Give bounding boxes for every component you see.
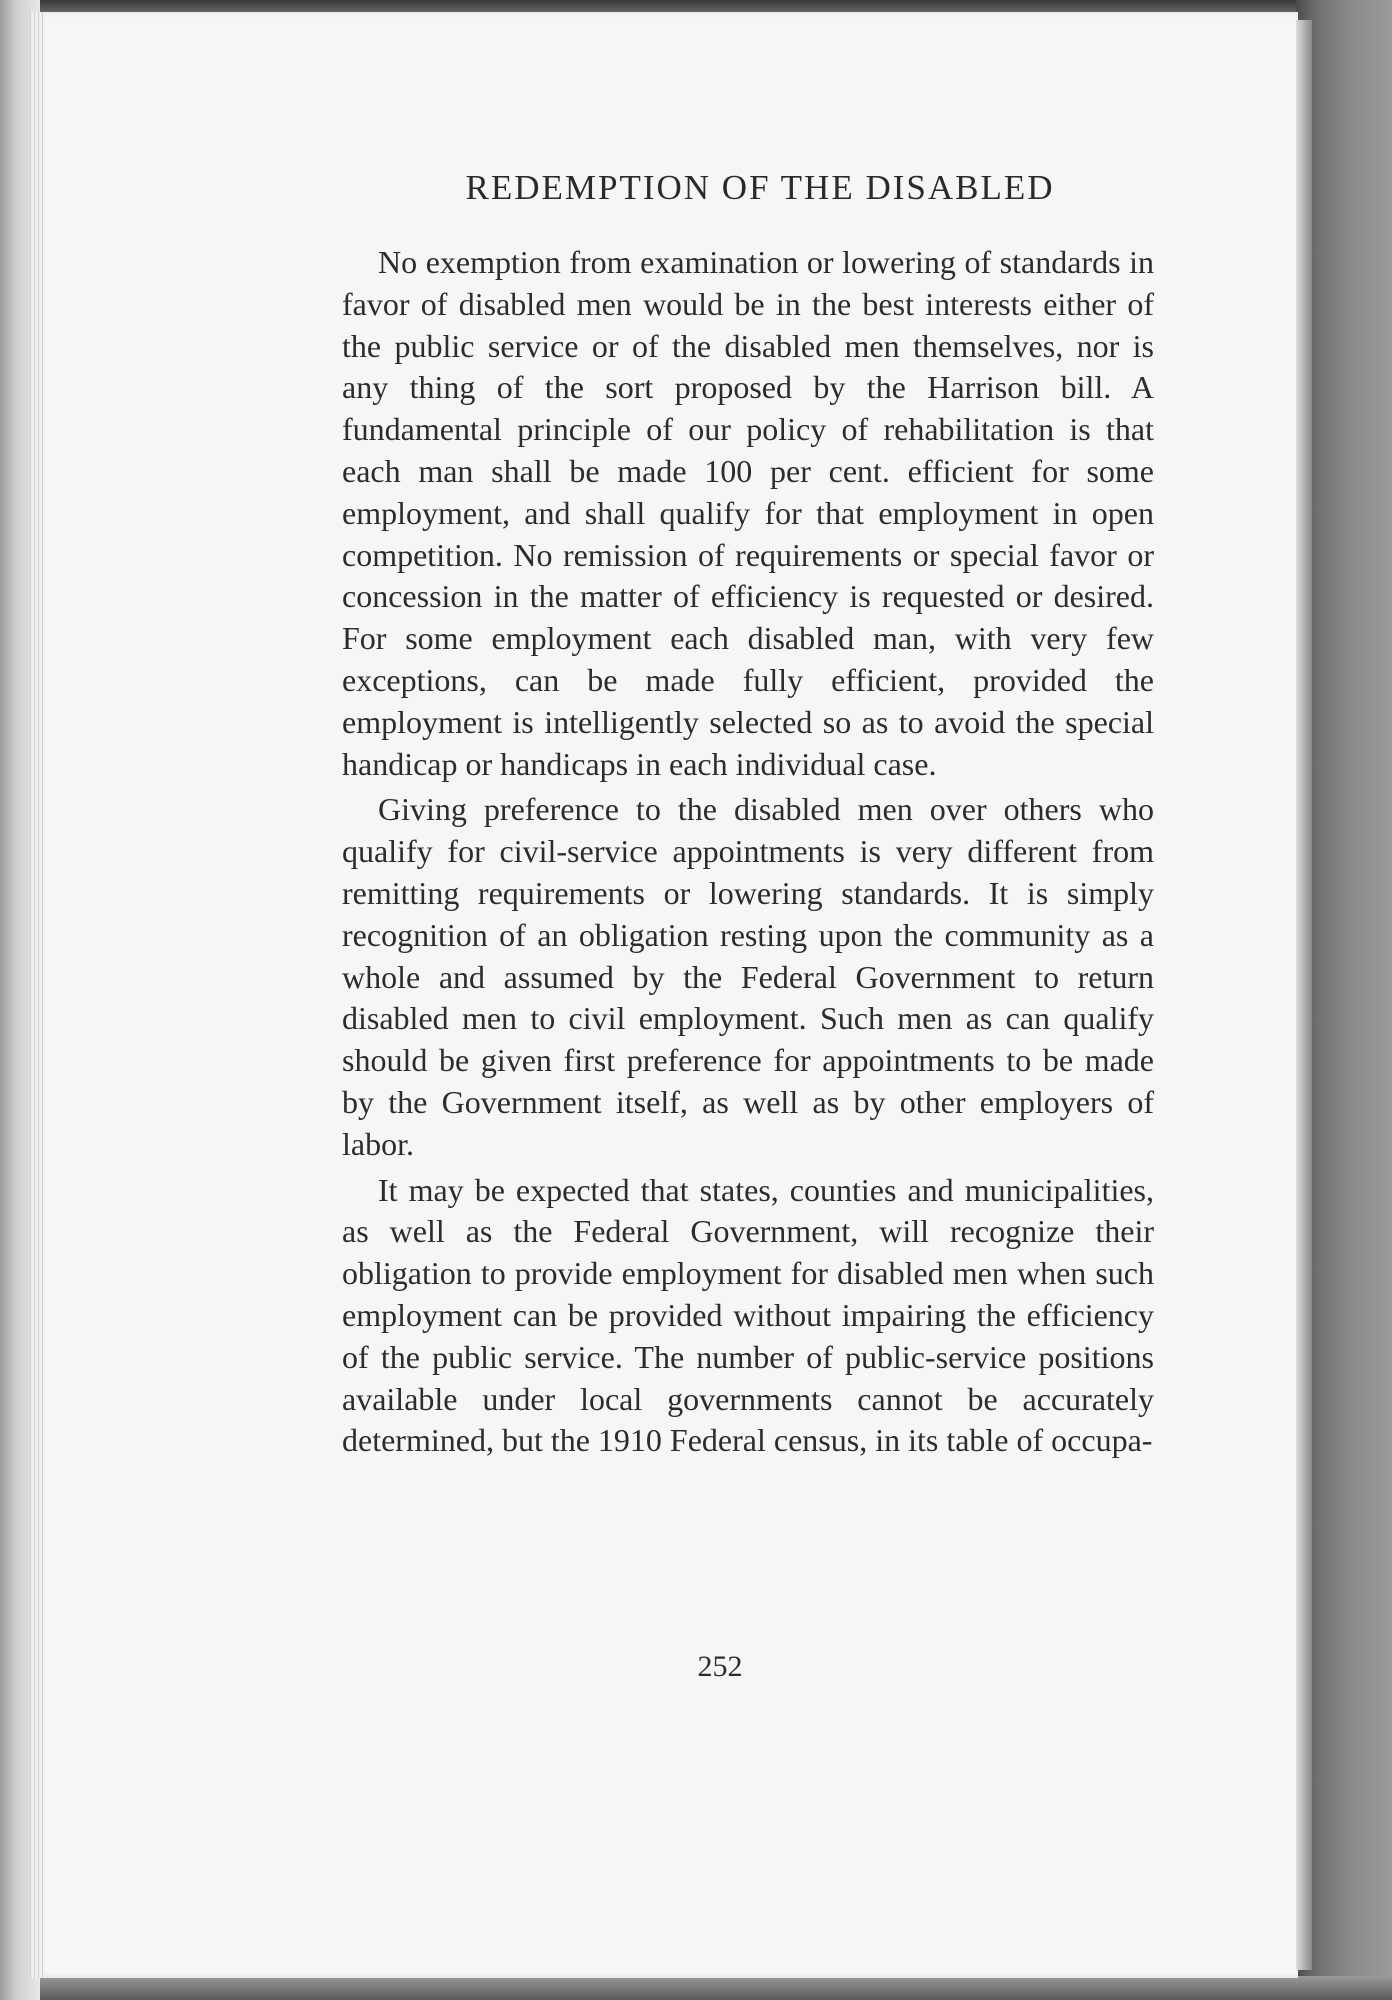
body-text [342,242,1154,1466]
running-head: REDEMPTION OF THE DISABLED [465,168,1055,207]
page-edge [1296,20,1312,1970]
page-gutter [30,12,44,1978]
paragraph-2: Giving preference to the disabled men over others who qualify for civil-service appointments is very different from remitting requirements or lowering standards. It is simply recognition of an obligation resting upon the community as a whole and assumed by the Federal Government to return disabled men to civil employment. Such men as can qualify should be given first preference for appointments to be made by the Government itself, as well as by other employers of labor. [342,791,1154,1162]
scan-background-bottom [0,1976,1392,2000]
paragraph-3: It may be expected that states, counties and municipalities, as well as the Federal Government, will recognize their obligation to provide employment for disabled men when such employment can be provided without impairing the efficiency of the public service. The number of public-service positions available under local governments cannot be accurately determined, but the 1910 Federal census, in its table of occupa- [342,1171,1154,1459]
page-number: 252 [697,1650,743,1683]
paragraph-1: No exemption from examination or lowering of standards in favor of disabled men would be in the best interests either of the public service or of the disabled men themselves, nor is any thing of the sort proposed by the Harrison bill. A fundamental principle of our policy of rehabilitation is that each man shall be made 100 per cent. efficient for some employment, and shall qualify for that employment in open competition. No remission of requirements or special favor or concession in the matter of efficiency is requested or desired. For some employment each disabled man, with very few exceptions, can be made fully efficient, provided the employment is intelligently selected so as to avoid the special handicap or handicaps in each individual case. [342,244,1154,782]
